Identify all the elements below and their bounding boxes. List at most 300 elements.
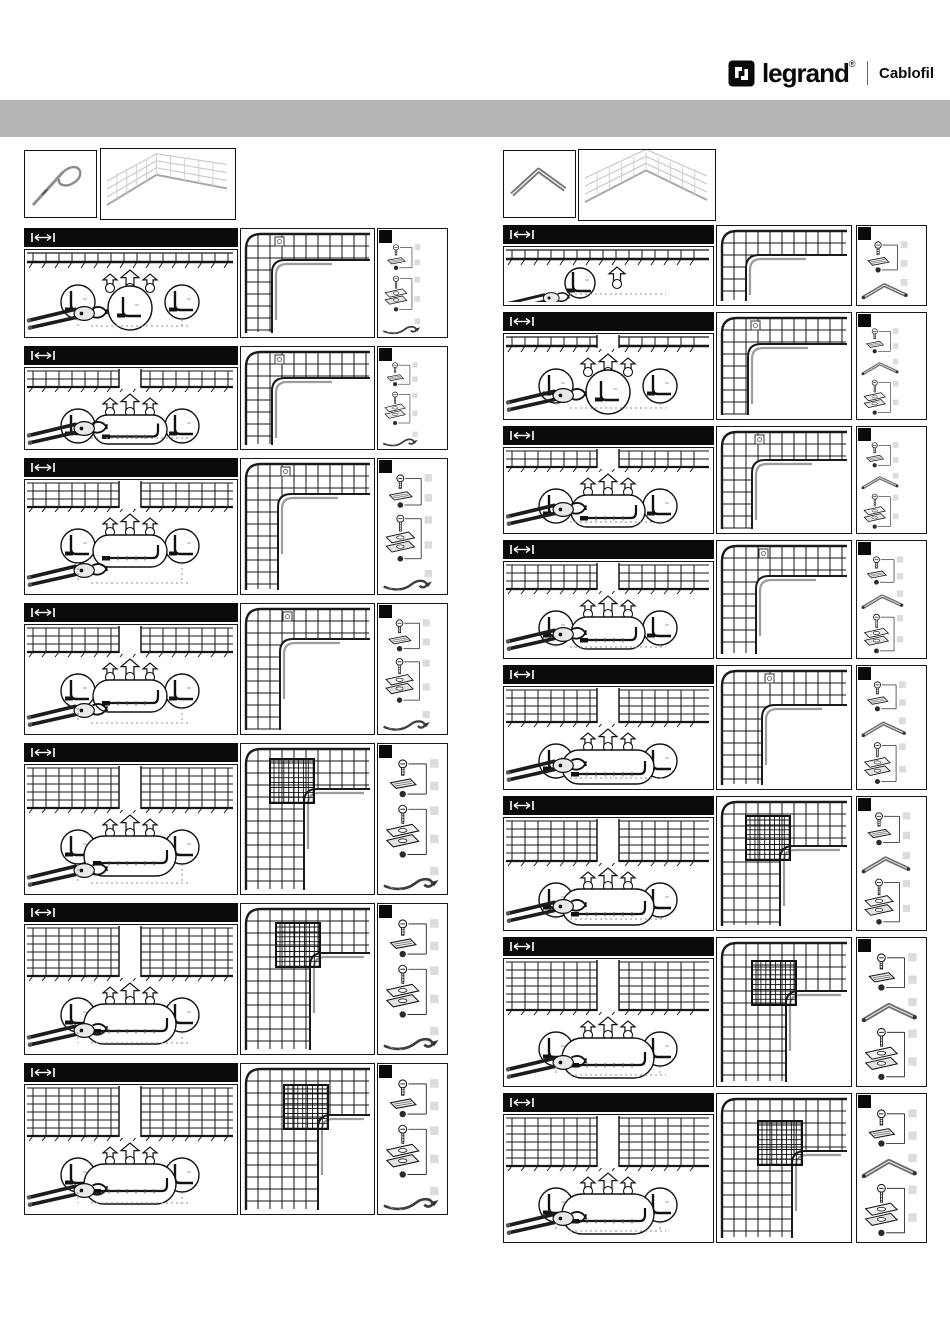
cut-location-diagram: [504, 1115, 711, 1239]
part-number-label: [903, 905, 910, 912]
width-dimension-icon: [29, 231, 57, 244]
instruction-row: [24, 1063, 448, 1215]
screw-clamp-assembly-icon: [387, 362, 417, 386]
part-number-label: [908, 998, 916, 1006]
instruction-row: [503, 540, 927, 659]
screw-clamp-assembly-icon: [867, 328, 899, 353]
part-number-label: [901, 260, 908, 267]
part-number-label: [903, 880, 910, 887]
item-number-block: [858, 667, 871, 680]
screw-washer-plates-assembly-icon: [387, 805, 439, 857]
corner-result-diagram: [241, 1064, 372, 1212]
corner-result-diagram: [717, 427, 849, 531]
row-header-bar: [24, 1063, 238, 1082]
cut-location-diagram: [25, 1085, 235, 1211]
instruction-row: [503, 225, 927, 306]
corner-result-diagram: [241, 904, 372, 1052]
hardware-panel-diagram: [857, 1094, 924, 1240]
item-number-block: [379, 230, 392, 243]
corner-result-diagram: [717, 797, 849, 928]
corner-result-panel: [716, 225, 852, 306]
part-number-label: [893, 457, 899, 463]
instruction-row: [503, 426, 927, 534]
part-number-label: [423, 683, 430, 690]
cut-location-diagram: [504, 334, 711, 416]
screw-washer-plates-assembly-icon: [865, 743, 906, 784]
cut-detail-stadium: [562, 889, 654, 925]
hardware-panel-diagram: [857, 313, 924, 417]
part-number-label: [415, 296, 421, 302]
part-number-label: [897, 615, 903, 621]
row-header-bar: [24, 903, 238, 922]
cut-diagram-panel: [503, 333, 714, 420]
chevron-wire-result-icon: [862, 998, 917, 1022]
width-dimension-icon: [508, 1096, 536, 1109]
corner-result-panel: [240, 228, 375, 338]
instruction-row: [24, 743, 448, 895]
bolt-cutter-icon: [27, 704, 107, 727]
hardware-panel-diagram: [857, 797, 924, 928]
part-number-label: [897, 591, 903, 597]
instruction-row: [503, 796, 927, 931]
hardware-panel-diagram: [378, 904, 445, 1052]
hardware-panel-diagram: [378, 459, 445, 592]
cut-diagram-panel: [503, 686, 714, 790]
chevron-wire-result-icon: [861, 473, 898, 489]
part-number-label: [430, 1126, 438, 1134]
cut-diagram-panel: [503, 958, 714, 1087]
part-number-label: [903, 852, 910, 859]
legrand-logo: [728, 56, 934, 90]
mesh-peak-photo: [579, 150, 713, 218]
screw-clamp-assembly-icon: [868, 681, 906, 711]
screw-washer-plates-assembly-icon: [385, 276, 420, 311]
item-number-block: [379, 1065, 392, 1078]
width-dimension-icon: [29, 461, 57, 474]
corner-result-diagram: [717, 938, 849, 1084]
screw-washer-plates-assembly-icon: [387, 1125, 439, 1177]
part-number-label: [430, 867, 438, 875]
part-number-label: [412, 411, 417, 416]
part-number-label: [423, 638, 430, 645]
row-header-bar: [503, 937, 714, 956]
part-number-label: [412, 432, 417, 437]
fixing-point-marker: [751, 321, 760, 330]
legrand-logo-icon: [728, 60, 755, 87]
part-number-label: [425, 494, 433, 502]
bolt-cutter-icon: [27, 307, 107, 330]
screw-clamp-assembly-icon: [389, 619, 430, 651]
part-number-label: [415, 244, 421, 250]
chevron-wire-sample-photo: [503, 150, 576, 218]
part-number-label: [430, 995, 438, 1003]
corner-result-panel: [716, 1093, 852, 1243]
part-number-label: [899, 743, 906, 750]
corner-result-panel: [716, 796, 852, 931]
part-number-label: [415, 318, 421, 324]
cut-diagram-panel: [24, 764, 238, 895]
width-dimension-icon: [29, 606, 57, 619]
row-header-bar: [24, 228, 238, 247]
cut-detail-circle: [61, 674, 95, 708]
bent-wire-result-icon: [383, 432, 417, 447]
bent-wire-result-icon: [384, 1027, 439, 1050]
fixing-point-marker: [755, 435, 764, 444]
instruction-row: [24, 603, 448, 735]
screw-washer-plates-assembly-icon: [386, 659, 430, 703]
wire-flat-photo: [25, 151, 94, 215]
cut-location-diagram: [25, 765, 235, 891]
cut-detail-circle: [165, 285, 199, 319]
chevron-wire-result-icon: [862, 1154, 917, 1178]
part-number-label: [430, 1027, 438, 1035]
part-number-label: [430, 806, 438, 814]
width-dimension-icon: [508, 228, 536, 241]
cut-detail-stadium: [562, 750, 654, 784]
hardware-panel: [856, 540, 927, 659]
hardware-panel-diagram: [378, 229, 445, 335]
width-dimension-icon: [508, 429, 536, 442]
part-number-label: [893, 442, 899, 448]
row-header-bar: [24, 603, 238, 622]
vertical-bend-sample-photo: [578, 149, 716, 221]
bent-wire-result-icon: [384, 867, 439, 890]
corner-result-diagram: [717, 226, 849, 303]
part-number-label: [893, 400, 899, 406]
cut-location-diagram: [25, 250, 235, 334]
corner-result-diagram: [241, 604, 372, 732]
item-number-block: [379, 605, 392, 618]
part-number-label: [430, 966, 438, 974]
cut-detail-circle: [643, 489, 677, 523]
hardware-panel: [377, 458, 448, 595]
part-number-label: [430, 782, 438, 790]
part-number-label: [899, 766, 906, 773]
cut-detail-stadium: [93, 535, 167, 567]
part-number-label: [430, 1102, 438, 1110]
row-header-bar: [503, 312, 714, 331]
bolt-cutter-icon: [506, 293, 569, 302]
cut-detail-circle: [643, 611, 677, 645]
corner-result-panel: [240, 1063, 375, 1215]
row-header-bar: [503, 665, 714, 684]
corner-result-diagram: [241, 229, 372, 335]
part-number-label: [893, 495, 899, 501]
part-number-label: [430, 759, 438, 767]
corner-result-panel: [716, 937, 852, 1087]
corner-result-panel: [716, 540, 852, 659]
bent-wire-result-icon: [383, 318, 420, 334]
cut-detail-stadium: [571, 617, 645, 649]
bent-wire-result-icon: [384, 570, 432, 590]
part-number-label: [430, 1155, 438, 1163]
row-header-bar: [24, 743, 238, 762]
part-number-label: [423, 619, 430, 626]
hardware-panel: [856, 796, 927, 931]
cut-detail-stadium: [562, 1038, 654, 1078]
hardware-panel-diagram: [857, 427, 924, 531]
cut-detail-circle: [108, 286, 152, 330]
hardware-panel-diagram: [378, 744, 445, 892]
screw-clamp-assembly-icon: [867, 442, 899, 467]
corner-result-panel: [240, 346, 375, 450]
hardware-panel: [377, 228, 448, 338]
cut-diagram-panel: [24, 1084, 238, 1215]
cut-diagram-panel: [24, 624, 238, 735]
part-number-label: [893, 343, 899, 349]
cut-detail-circle: [165, 674, 199, 708]
cut-detail-stadium: [84, 836, 176, 876]
row-header-bar: [503, 426, 714, 445]
corner-result-diagram: [717, 541, 849, 656]
hardware-panel-diagram: [857, 666, 924, 787]
width-dimension-icon: [29, 349, 57, 362]
part-number-label: [897, 636, 903, 642]
screw-washer-plates-assembly-icon: [864, 380, 898, 415]
item-number-block: [379, 905, 392, 918]
hardware-panel: [377, 1063, 448, 1215]
part-number-label: [893, 381, 899, 387]
cut-location-diagram: [504, 247, 711, 302]
part-number-label: [430, 1187, 438, 1195]
instruction-row: [503, 665, 927, 790]
part-number-label: [430, 919, 438, 927]
row-header-bar: [503, 225, 714, 244]
width-dimension-icon: [508, 315, 536, 328]
row-header-bar: [503, 540, 714, 559]
hardware-panel: [856, 225, 927, 306]
screw-washer-plates-assembly-icon: [864, 494, 898, 529]
screw-clamp-assembly-icon: [390, 919, 438, 957]
corner-result-panel: [240, 458, 375, 595]
chevron-wire-result-icon: [862, 279, 908, 299]
corner-result-diagram: [717, 666, 849, 787]
screw-clamp-assembly-icon: [869, 1109, 916, 1146]
width-dimension-icon: [508, 543, 536, 556]
legrand-logo-text: legrand: [761, 57, 849, 88]
corner-result-panel: [716, 426, 852, 534]
fixing-point-marker: [281, 467, 290, 476]
instruction-row: [24, 346, 448, 450]
cut-diagram-panel: [24, 924, 238, 1055]
screw-clamp-assembly-icon: [388, 244, 421, 270]
hardware-panel: [377, 603, 448, 735]
screw-washer-plates-assembly-icon: [386, 515, 432, 561]
width-dimension-icon: [508, 668, 536, 681]
screw-clamp-assembly-icon: [869, 953, 916, 990]
corner-result-panel: [240, 743, 375, 895]
instruction-row: [503, 312, 927, 420]
hardware-panel: [856, 426, 927, 534]
part-number-label: [423, 659, 430, 666]
screw-washer-plates-assembly-icon: [865, 879, 910, 925]
instruction-row: [24, 903, 448, 1055]
item-number-block: [858, 1095, 871, 1108]
chevron-wire-result-icon: [862, 718, 906, 738]
item-number-block: [858, 314, 871, 327]
fixing-point-marker: [759, 549, 768, 558]
part-number-label: [908, 1131, 916, 1139]
part-number-label: [893, 514, 899, 520]
trademark-symbol: ®: [848, 59, 856, 69]
hardware-panel: [856, 665, 927, 790]
part-number-label: [908, 1154, 916, 1162]
part-number-label: [897, 556, 903, 562]
corner-result-diagram: [241, 744, 372, 892]
hardware-panel: [377, 743, 448, 895]
part-number-label: [430, 835, 438, 843]
part-number-label: [903, 812, 910, 819]
part-number-label: [899, 699, 906, 706]
width-dimension-icon: [29, 906, 57, 919]
chevron-wire-result-icon: [861, 359, 898, 375]
cut-detail-circle: [586, 370, 630, 414]
cut-detail-circle: [61, 529, 95, 563]
part-number-label: [425, 474, 433, 482]
cut-location-diagram: [504, 448, 711, 530]
cut-detail-circle: [165, 529, 199, 563]
bent-wire-sample-photo: [24, 150, 97, 218]
hardware-panel-diagram: [857, 938, 924, 1084]
item-number-block: [379, 348, 392, 361]
part-number-label: [899, 681, 906, 688]
logo-divider: [867, 61, 869, 85]
corner-result-diagram: [717, 313, 849, 417]
cut-diagram-panel: [24, 367, 238, 450]
wire-v-photo: [504, 151, 573, 215]
item-number-block: [858, 939, 871, 952]
instruction-row: [24, 228, 448, 338]
flat-elbow-sample-photo: [100, 148, 236, 220]
mesh-tray-drawing: [27, 253, 233, 268]
chevron-wire-result-icon: [862, 591, 904, 609]
row-header-bar: [503, 1093, 714, 1112]
part-number-label: [430, 942, 438, 950]
screw-washer-plates-assembly-icon: [865, 614, 904, 653]
screw-washer-plates-assembly-icon: [385, 392, 418, 425]
screw-clamp-assembly-icon: [390, 759, 438, 797]
chevron-wire-result-icon: [862, 852, 911, 873]
screw-clamp-assembly-icon: [868, 812, 910, 845]
hardware-panel-diagram: [378, 1064, 445, 1212]
cut-location-diagram: [25, 480, 235, 591]
hardware-panel: [856, 937, 927, 1087]
instruction-row: [503, 1093, 927, 1243]
screw-washer-plates-assembly-icon: [866, 1184, 917, 1236]
part-number-label: [908, 953, 916, 961]
hardware-panel: [856, 312, 927, 420]
hardware-panel: [377, 903, 448, 1055]
corner-result-panel: [240, 603, 375, 735]
cut-detail-circle: [643, 369, 677, 403]
corner-result-diagram: [241, 347, 372, 447]
row-header-bar: [24, 458, 238, 477]
cut-location-diagram: [25, 925, 235, 1051]
bent-wire-result-icon: [384, 1187, 439, 1210]
part-number-label: [903, 832, 910, 839]
part-number-label: [897, 573, 903, 579]
corner-result-diagram: [717, 1094, 849, 1240]
fixing-point-marker: [765, 674, 774, 683]
hardware-panel-diagram: [378, 347, 445, 447]
part-number-label: [908, 1109, 916, 1117]
cut-diagram-panel: [503, 817, 714, 931]
screw-clamp-assembly-icon: [390, 1079, 438, 1117]
corner-result-panel: [716, 665, 852, 790]
width-dimension-icon: [29, 1066, 57, 1079]
item-number-block: [858, 428, 871, 441]
row-header-bar: [503, 796, 714, 815]
screw-washer-plates-assembly-icon: [387, 965, 439, 1017]
cut-diagram-panel: [24, 479, 238, 595]
width-dimension-icon: [508, 940, 536, 953]
hardware-panel: [377, 346, 448, 450]
cut-location-diagram: [25, 625, 235, 731]
screw-clamp-assembly-icon: [868, 241, 908, 272]
cut-diagram-panel: [503, 561, 714, 659]
part-number-label: [908, 1030, 916, 1038]
part-number-label: [430, 1079, 438, 1087]
row-header-bar: [24, 346, 238, 365]
part-number-label: [899, 718, 906, 725]
part-number-label: [412, 393, 417, 398]
part-number-label: [423, 711, 430, 718]
part-number-label: [901, 279, 908, 286]
part-number-label: [412, 362, 417, 367]
bent-wire-result-icon: [384, 711, 430, 731]
item-number-block: [379, 460, 392, 473]
corner-result-panel: [240, 903, 375, 1055]
part-number-label: [901, 241, 908, 248]
fixing-point-marker: [275, 355, 284, 364]
cut-location-diagram: [25, 368, 235, 446]
part-number-label: [425, 541, 433, 549]
cut-diagram-panel: [503, 1114, 714, 1243]
fixing-point-marker: [275, 237, 284, 246]
part-number-label: [908, 1057, 916, 1065]
bolt-cutter-icon: [27, 564, 107, 587]
part-number-label: [893, 359, 899, 365]
cut-location-diagram: [504, 818, 711, 927]
hardware-panel: [856, 1093, 927, 1243]
cut-diagram-panel: [503, 447, 714, 534]
corner-result-panel: [716, 312, 852, 420]
width-dimension-icon: [508, 799, 536, 812]
cut-detail-stadium: [562, 1194, 654, 1234]
part-number-label: [412, 376, 417, 381]
part-number-label: [415, 260, 421, 266]
item-number-block: [858, 542, 871, 555]
hardware-panel-diagram: [378, 604, 445, 732]
part-number-label: [893, 473, 899, 479]
corner-result-diagram: [241, 459, 372, 592]
instruction-row: [24, 458, 448, 595]
part-number-label: [415, 277, 421, 283]
cut-diagram-panel: [503, 246, 714, 306]
product-name: Cablofil: [879, 64, 934, 82]
cut-location-diagram: [504, 959, 711, 1083]
screw-clamp-assembly-icon: [390, 474, 433, 508]
width-dimension-icon: [29, 746, 57, 759]
part-number-label: [908, 1186, 916, 1194]
screw-washer-plates-assembly-icon: [866, 1028, 917, 1080]
item-number-block: [379, 745, 392, 758]
part-number-label: [425, 516, 433, 524]
cut-location-diagram: [504, 562, 711, 655]
instruction-row: [503, 937, 927, 1087]
title-banner: [0, 100, 950, 137]
bolt-cutter-icon: [506, 389, 586, 412]
